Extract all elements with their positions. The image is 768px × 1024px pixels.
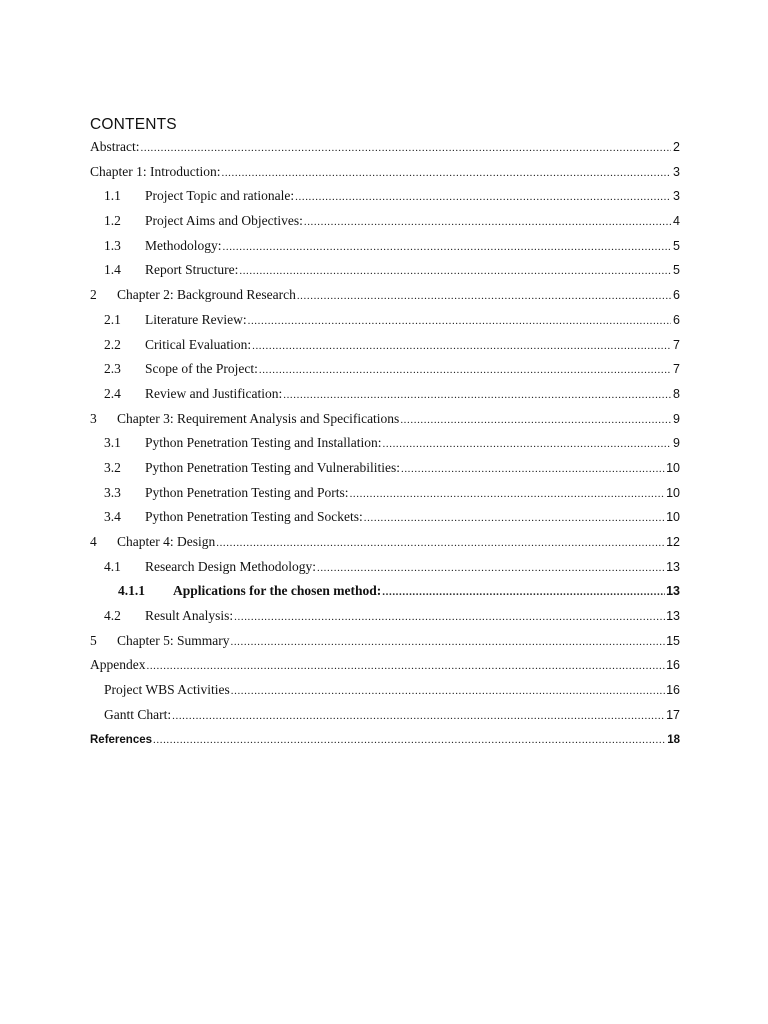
toc-dot-leader — [223, 235, 672, 260]
toc-entry-title: Critical Evaluation: — [145, 336, 252, 352]
toc-entry-title: Scope of the Project: — [145, 361, 258, 377]
toc-dot-leader — [297, 284, 671, 309]
toc-dot-leader — [141, 136, 672, 161]
toc-entry[interactable] — [90, 604, 680, 629]
toc-list — [90, 135, 680, 752]
toc-entry-page-number: 8 — [673, 386, 680, 401]
toc-dot-leader — [239, 259, 671, 284]
toc-entry-page-number: 10 — [666, 460, 680, 475]
toc-entry-title: Methodology: — [145, 237, 222, 253]
toc-entry-page-number: 12 — [666, 535, 680, 549]
toc-dot-leader — [350, 482, 666, 507]
toc-entry-page-number: 3 — [673, 164, 680, 179]
toc-entry-title: Review and Justification: — [145, 385, 283, 401]
toc-entry[interactable] — [90, 431, 680, 456]
toc-entry[interactable] — [90, 283, 680, 308]
toc-entry-title: Report Structure: — [145, 262, 239, 278]
toc-entry-number: 2.4 — [104, 385, 121, 401]
toc-heading: CONTENTS — [90, 116, 177, 133]
toc-entry[interactable] — [90, 579, 680, 604]
toc-entry-number: 3.1 — [104, 435, 121, 451]
toc-entry[interactable] — [90, 629, 680, 654]
toc-entry[interactable] — [90, 653, 680, 678]
toc-dot-leader — [259, 358, 671, 383]
toc-entry-title: Chapter 5: Summary — [117, 632, 230, 648]
toc-dot-leader — [172, 704, 665, 729]
toc-dot-leader — [400, 408, 671, 433]
toc-dot-leader — [401, 457, 665, 482]
toc-entry[interactable] — [90, 258, 680, 283]
toc-entry-title: Python Penetration Testing and Installation: — [145, 435, 382, 451]
toc-entry[interactable] — [90, 678, 680, 703]
toc-entry-page-number: 7 — [673, 337, 680, 352]
toc-entry-title: Abstract: — [90, 139, 140, 154]
toc-dot-leader — [382, 580, 665, 605]
toc-entry-title: Result Analysis: — [145, 608, 234, 624]
toc-entry-page-number: 9 — [673, 411, 680, 426]
toc-dot-leader — [364, 506, 665, 531]
toc-entry-number: 1.3 — [104, 237, 121, 253]
toc-entry-page-number: 2 — [673, 140, 680, 154]
toc-entry-number: 3 — [90, 410, 97, 426]
toc-entry-title: Project WBS Activities — [104, 682, 230, 698]
toc-entry-title: Python Penetration Testing and Sockets: — [145, 509, 363, 525]
toc-dot-leader — [146, 654, 665, 679]
toc-entry-page-number: 10 — [666, 485, 680, 500]
toc-dot-leader — [383, 432, 671, 457]
toc-entry-number: 2.2 — [104, 336, 121, 352]
toc-entry-number: 5 — [90, 632, 97, 648]
toc-entry-number: 4.1 — [104, 558, 121, 574]
toc-entry-number: 1.2 — [104, 213, 121, 229]
toc-entry-number: 3.4 — [104, 509, 121, 525]
toc-entry-title: Research Design Methodology: — [145, 558, 316, 574]
toc-entry-number: 3.3 — [104, 484, 121, 500]
toc-dot-leader — [221, 161, 671, 186]
toc-entry[interactable] — [90, 728, 680, 753]
toc-dot-leader — [230, 630, 665, 655]
toc-entry-page-number: 15 — [666, 633, 680, 648]
toc-entry-title: Python Penetration Testing and Ports: — [145, 484, 349, 500]
toc-entry-page-number: 13 — [666, 584, 680, 599]
toc-entry[interactable] — [90, 135, 680, 160]
toc-entry[interactable] — [90, 530, 680, 555]
toc-entry-page-number: 3 — [673, 189, 680, 204]
toc-entry-title: Python Penetration Testing and Vulnerabilities: — [145, 459, 400, 475]
toc-entry[interactable] — [90, 333, 680, 358]
toc-entry-page-number: 4 — [673, 214, 680, 229]
toc-entry[interactable] — [90, 505, 680, 530]
toc-entry-number: 2 — [90, 287, 97, 303]
toc-entry-page-number: 16 — [666, 683, 680, 698]
toc-entry-title: Project Topic and rationale: — [145, 188, 295, 204]
toc-dot-leader — [317, 556, 665, 581]
toc-entry-page-number: 10 — [666, 510, 680, 525]
toc-entry-title: Chapter 2: Background Research — [117, 287, 296, 303]
toc-entry-number: 4.1.1 — [118, 583, 145, 599]
toc-entry[interactable] — [90, 160, 680, 185]
toc-entry-number: 2.3 — [104, 361, 121, 377]
toc-entry-number: 4.2 — [104, 608, 121, 624]
toc-entry-page-number: 18 — [667, 733, 680, 746]
toc-dot-leader — [304, 210, 671, 235]
toc-entry-title: Literature Review: — [145, 311, 247, 327]
toc-entry[interactable] — [90, 357, 680, 382]
toc-entry-page-number: 6 — [673, 312, 680, 327]
toc-entry-title: Appendex — [90, 657, 146, 673]
toc-dot-leader — [248, 309, 671, 334]
toc-entry-title: Project Aims and Objectives: — [145, 213, 303, 229]
toc-entry-page-number: 16 — [666, 658, 680, 673]
toc-entry-page-number: 7 — [673, 362, 680, 377]
toc-entry-number: 3.2 — [104, 459, 121, 475]
toc-entry[interactable] — [90, 209, 680, 234]
toc-entry-page-number: 5 — [673, 238, 680, 253]
toc-dot-leader — [295, 185, 671, 210]
toc-entry-number: 4 — [90, 534, 97, 549]
toc-entry[interactable] — [90, 555, 680, 580]
toc-entry-title: Gantt Chart: — [104, 706, 172, 722]
toc-dot-leader — [153, 728, 666, 753]
toc-dot-leader — [252, 334, 671, 359]
toc-entry-title: Chapter 4: Design — [117, 534, 216, 549]
toc-entry-page-number: 6 — [673, 288, 680, 303]
toc-entry[interactable] — [90, 382, 680, 407]
toc-entry-number: 1.4 — [104, 262, 121, 278]
toc-entry-page-number: 9 — [673, 436, 680, 451]
toc-entry-number: 1.1 — [104, 188, 121, 204]
toc-dot-leader — [234, 605, 665, 630]
toc-entry-title: Applications for the chosen method: — [173, 583, 382, 599]
toc-entry-number: 2.1 — [104, 311, 121, 327]
toc-entry-title: References — [90, 733, 153, 746]
toc-dot-leader — [216, 531, 665, 556]
toc-entry[interactable] — [90, 703, 680, 728]
toc-entry-page-number: 5 — [673, 263, 680, 278]
toc-entry-title: Chapter 3: Requirement Analysis and Specifications — [117, 410, 400, 426]
toc-dot-leader — [283, 383, 671, 408]
toc-entry-page-number: 13 — [666, 609, 680, 624]
toc-entry[interactable] — [90, 407, 680, 432]
toc-entry-title: Chapter 1: Introduction: — [90, 163, 221, 179]
toc-entry[interactable] — [90, 184, 680, 209]
toc-entry[interactable] — [90, 456, 680, 481]
toc-entry[interactable] — [90, 308, 680, 333]
toc-entry-page-number: 17 — [666, 707, 680, 722]
toc-entry[interactable] — [90, 481, 680, 506]
toc-entry-page-number: 13 — [666, 559, 680, 574]
toc-entry[interactable] — [90, 234, 680, 259]
toc-dot-leader — [231, 679, 665, 704]
